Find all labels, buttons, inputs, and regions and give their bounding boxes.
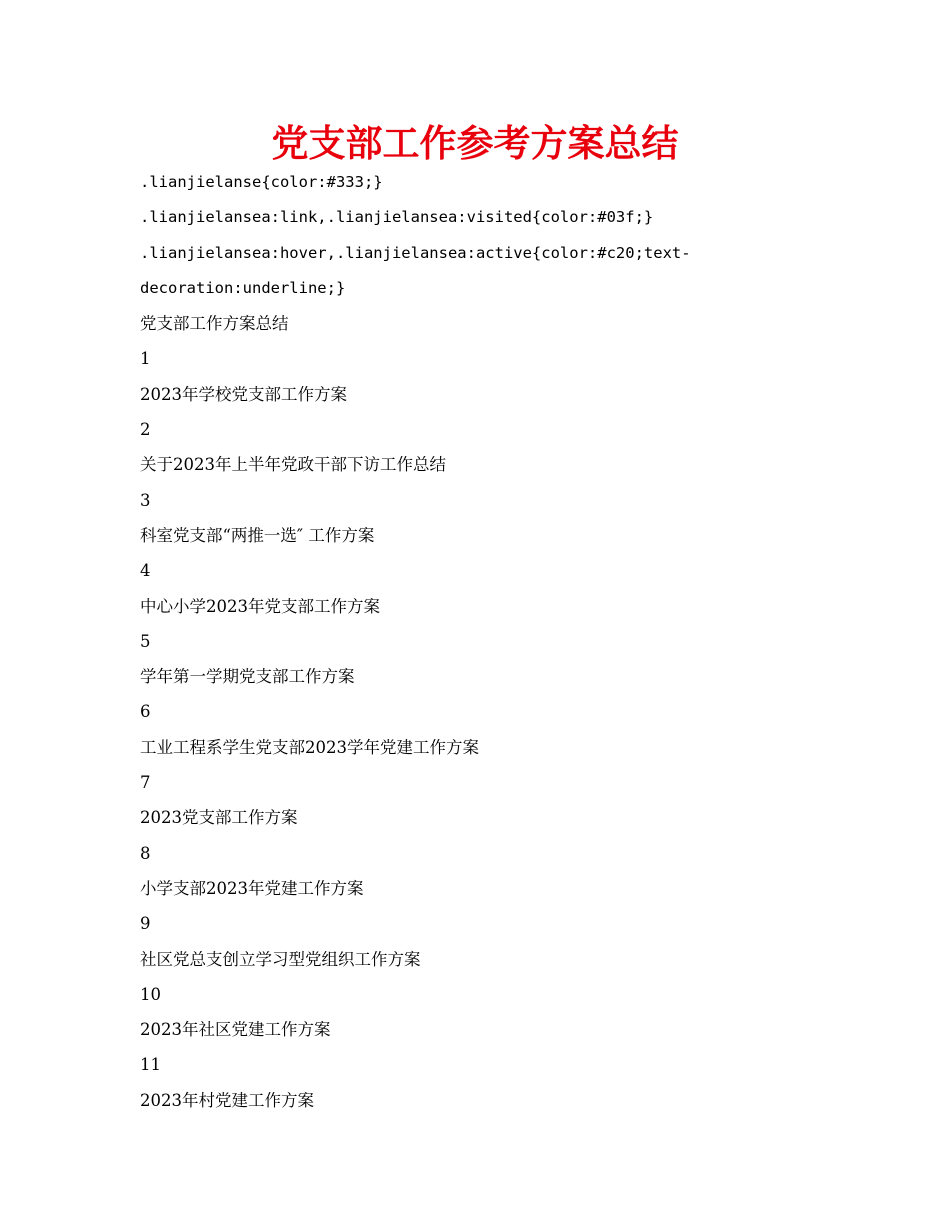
item-number: 6 [140,702,151,722]
item-number: 5 [140,631,151,651]
item-title: 工业工程系学生党支部2023学年党建工作方案 [140,737,479,757]
document-body [140,165,840,1118]
item-title: 关于2023年上半年党政干部下访工作总结 [140,455,446,475]
css-line-1: .lianjielanse{color:#333;} [140,173,383,191]
item-title: 科室党支部“两推一选″ 工作方案 [140,525,375,545]
item-title: 学年第一学期党支部工作方案 [140,667,355,687]
css-line-4: decoration:underline;} [140,278,346,297]
item-title: 社区党总支创立学习型党组织工作方案 [140,949,421,969]
css-line-3: .lianjielansea:hover,.lianjielansea:active{color:#c20;text- [140,243,691,262]
item-title: 2023年学校党支部工作方案 [140,384,347,404]
item-title: 中心小学2023年党支部工作方案 [140,596,380,616]
item-number: 10 [140,984,161,1004]
item-number: 11 [140,1055,161,1075]
item-number: 2 [140,420,151,440]
item-title: 2023年村党建工作方案 [140,1090,314,1110]
item-title: 2023党支部工作方案 [140,808,298,828]
document-title: 党支部工作参考方案总结 [271,122,679,165]
subheading: 党支部工作方案总结 [140,314,289,334]
item-number: 7 [140,773,151,793]
css-line-2: .lianjielansea:link,.lianjielansea:visited{color:#03f;} [140,208,654,227]
item-number: 9 [140,914,151,934]
item-title: 2023年社区党建工作方案 [140,1020,331,1040]
item-number: 1 [140,349,151,369]
item-number: 4 [140,561,151,581]
item-number: 3 [140,490,151,510]
item-number: 8 [140,843,151,863]
item-title: 小学支部2023年党建工作方案 [140,878,364,898]
